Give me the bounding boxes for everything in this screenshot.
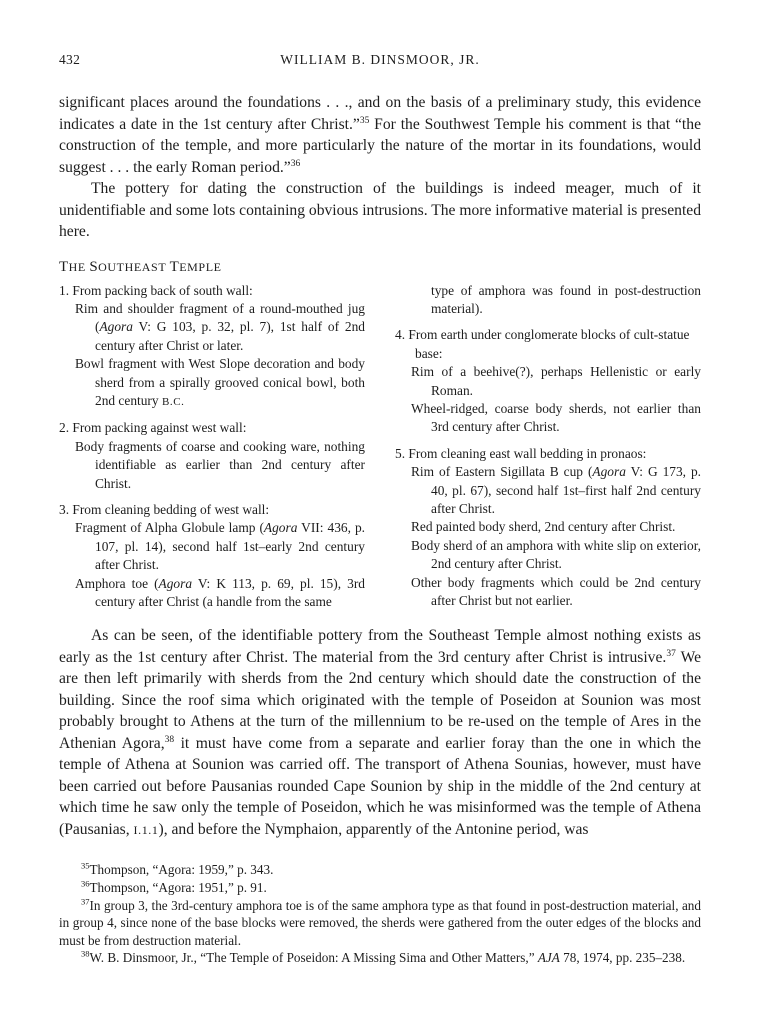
catalogue-group-3 [59, 501, 365, 611]
heading-sc-2: OUTHEAST [98, 259, 170, 274]
page-number: 432 [59, 52, 81, 67]
agora-ref: Agora [263, 520, 298, 536]
footnote-number: 38 [81, 948, 90, 959]
catalogue-entry [59, 355, 365, 411]
pausanias-ref: I.1.1 [133, 822, 159, 837]
running-header [59, 52, 701, 74]
footnote-ref-36[interactable]: 36 [290, 158, 301, 169]
catalogue-entry: Red painted body sherd, 2nd century after Christ. [411, 519, 676, 535]
footnote-35 [59, 861, 701, 879]
entry-text: V: G 173, p. 40, pl. 67), second half 1st–first half 2nd century after Christ. [431, 464, 701, 516]
footnote-ref-35[interactable]: 35 [359, 115, 370, 126]
entry-text: Rim of Eastern Sigillata B cup ( [411, 464, 593, 480]
intro-paragraph-1 [59, 92, 701, 178]
agora-ref: Agora [99, 319, 133, 335]
intro-text-a: significant places around the foundations . . ., and on the basis of a preliminary study, this evidence indicates a date in the 1st century after Christ.” [59, 94, 701, 133]
footnote-text: W. B. Dinsmoor, Jr., “The Temple of Poseidon: A Missing Sima and Other Matters,” [89, 950, 538, 966]
discussion-text-d: ), and before the Nymphaion, apparently of the Antonine period, was [158, 820, 589, 838]
group-title: 3. From cleaning bedding of west wall: [59, 501, 270, 517]
entry-text: V: G 103, p. 32, pl. 7), 1st half of 2nd century after Christ or later. [95, 319, 365, 353]
group-title: 1. From packing back of south wall: [59, 282, 253, 298]
catalogue-right-column [395, 282, 701, 620]
running-head-author: WILLIAM B. DINSMOOR, JR. [280, 52, 480, 67]
catalogue-entry: Wheel-ridged, coarse body sherds, not earlier than 3rd century after Christ. [411, 400, 701, 435]
catalogue-entry [59, 575, 365, 612]
discussion-text-c: it must have come from a separate and earlier foray than the one in which the temple of Athena at Sounion was carried off. The transport of Athena Sounias, however, must have been carried out before Pausanias rounded Cape Sounion by ship in the middle of the 2nd century at which time he saw only the temple of Poseidon, which he was misinformed was the temple of Athena (Pausanias, [59, 734, 701, 838]
agora-ref: Agora [592, 464, 626, 480]
footnote-number: 36 [81, 878, 90, 889]
footnote-text: Thompson, “Agora: 1959,” p. 343. [89, 862, 274, 878]
pottery-catalogue [59, 282, 701, 620]
footnote-38 [59, 949, 701, 967]
journal-abbrev: AJA [537, 950, 560, 966]
footnote-number: 35 [81, 861, 90, 872]
footnote-ref-37[interactable]: 37 [666, 648, 676, 659]
catalogue-entry [59, 519, 365, 574]
footnote-text: Thompson, “Agora: 1951,” p. 91. [89, 880, 267, 895]
footnote-text: In group 3, the 3rd-century amphora toe is of the same amphora type as that found in post-destruction material, and in group 4, since none of the base blocks were removed, the sherds were gathered from the outer edges of the blocks and must be from destruction material. [59, 897, 701, 948]
catalogue-group-3-continued [395, 282, 701, 319]
catalogue-entry: Body fragments of coarse and cooking ware, nothing identifiable as earlier than 2nd century after Christ. [75, 438, 365, 491]
footnote-37 [59, 897, 701, 950]
intro-paragraph-2: The pottery for dating the construction of the buildings is indeed meager, much of it unidentifiable and some lots containing obvious intrusions. The more informative material is presented here. [59, 180, 701, 240]
catalogue-entry: Body sherd of an amphora with white slip on exterior, 2nd century after Christ. [411, 537, 701, 572]
heading-sc-3: EMPLE [179, 259, 222, 274]
heading-sc-1: HE [68, 259, 90, 274]
catalogue-group-4 [395, 326, 701, 436]
catalogue-group-5 [395, 445, 701, 611]
footnote-text: 78, 1974, pp. 235–238. [559, 950, 686, 966]
footnote-36 [59, 879, 701, 897]
catalogue-entry: Other body fragments which could be 2nd century after Christ but not earlier. [411, 574, 701, 608]
heading-cap-2: S [89, 258, 99, 275]
catalogue-entry-continuation: type of amphora was found in post-destruction material). [431, 282, 701, 316]
discussion-text-b: We are then left primarily with sherds from the 2nd century which should date the construction of the building. Since the roof sima which originated with the temple of Poseidon at Sounion was most probably brought to Athens at the turn of the millennium to be re-used on the temple of Ares in the Athenian Agora, [59, 648, 701, 752]
entry-text: Fragment of Alpha Globule lamp ( [75, 520, 264, 536]
page [59, 52, 701, 967]
footnotes [59, 861, 701, 967]
entry-text: Bowl fragment with West Slope decoration and body sherd from a spirally grooved conical bowl, both 2nd century [75, 356, 365, 408]
heading-cap-3: T [169, 258, 180, 275]
entry-text: VII: 436, p. 107, pl. 14), second half 1st–early 2nd century after Christ. [95, 520, 365, 573]
catalogue-group-1 [59, 282, 365, 412]
footnote-number: 37 [81, 896, 90, 907]
intro-text-b: For the Southwest Temple his comment is that “the construction of the temple, and more particularly the nature of the mortar in its foundations, would suggest . . . the early Roman period.” [59, 115, 701, 176]
entry-text: Amphora toe ( [75, 575, 159, 591]
group-title: 2. From packing against west wall: [59, 420, 247, 436]
section-heading [59, 259, 701, 276]
group-title: 5. From cleaning east wall bedding in pronaos: [395, 445, 647, 461]
catalogue-entry [395, 463, 701, 518]
catalogue-entry [59, 300, 365, 355]
heading-cap-1: T [59, 258, 69, 275]
discussion-text-a: As can be seen, of the identifiable pottery from the Southeast Temple almost nothing exists as early as the 1st century after Christ. The material from the 3rd century after Christ is intrusive. [59, 627, 701, 666]
entry-text: Rim and shoulder fragment of a round-mouthed jug ( [75, 300, 365, 335]
footnote-ref-38[interactable]: 38 [164, 734, 175, 745]
agora-ref: Agora [158, 575, 193, 591]
catalogue-group-2 [59, 419, 365, 493]
discussion-paragraph [59, 625, 701, 841]
era-abbrev: B.C. [161, 395, 185, 408]
entry-text: V: K 113, p. 69, pl. 15), 3rd century after Christ (a handle from the same [95, 575, 365, 609]
group-title: 4. From earth under conglomerate blocks of cult-statue base: [395, 327, 690, 361]
catalogue-entry: Rim of a beehive(?), perhaps Hellenistic or early Roman. [411, 364, 701, 398]
catalogue-left-column [59, 282, 365, 620]
